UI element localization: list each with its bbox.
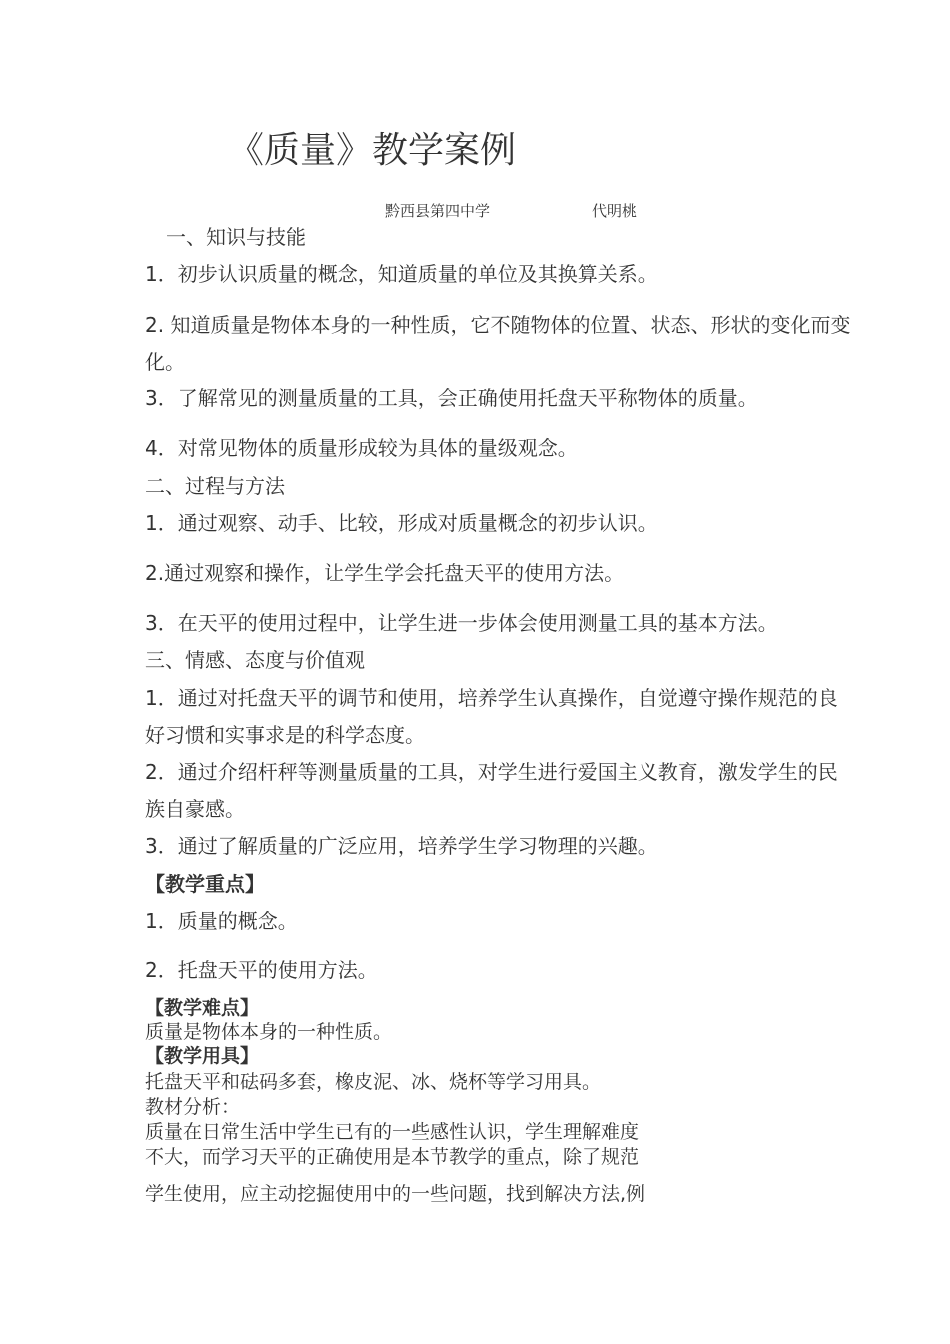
sec1-item-2: 2. 知道质量是物体本身的一种性质，它不随物体的位置、状态、形状的变化而变 <box>145 313 851 337</box>
doc-title: 《质量》教学案例 <box>228 130 517 171</box>
sec3-item-1: 1．通过对托盘天平的调节和使用，培养学生认真操作，自觉遵守操作规范的良 <box>145 686 838 710</box>
key-point-2: 2．托盘天平的使用方法。 <box>145 958 378 982</box>
author-name: 代明桃 <box>592 202 638 220</box>
analysis-line-3: 学生使用，应主动挖掘使用中的一些问题，找到解决方法,例 <box>145 1183 646 1205</box>
sec1-item-4: 4．对常见物体的质量形成较为具体的量级观念。 <box>145 436 578 460</box>
analysis-heading: 教材分析： <box>145 1096 241 1118</box>
sec3-item-1-cont: 好习惯和实事求是的科学态度。 <box>145 723 425 747</box>
sec3-item-2: 2．通过介绍杆秤等测量质量的工具，对学生进行爱国主义教育，激发学生的民 <box>145 760 838 784</box>
sec1-item-3: 3．了解常见的测量质量的工具，会正确使用托盘天平称物体的质量。 <box>145 386 758 410</box>
analysis-line-2: 不大，而学习天平的正确使用是本节教学的重点，除了规范 <box>145 1146 640 1168</box>
key-point-1: 1．质量的概念。 <box>145 909 298 933</box>
sec1-item-1: 1．初步认识质量的概念，知道质量的单位及其换算关系。 <box>145 262 658 286</box>
key-points-heading: 【教学重点】 <box>145 872 265 896</box>
section-1-heading: 一、知识与技能 <box>166 225 306 249</box>
sec3-item-2-cont: 族自豪感。 <box>145 797 245 821</box>
difficulty-heading: 【教学难点】 <box>145 997 260 1019</box>
difficulty-text: 质量是物体本身的一种性质。 <box>145 1021 393 1043</box>
analysis-line-1: 质量在日常生活中学生已有的一些感性认识，学生理解难度 <box>145 1121 640 1143</box>
sec3-item-3: 3．通过了解质量的广泛应用，培养学生学习物理的兴趣。 <box>145 834 658 858</box>
tools-heading: 【教学用具】 <box>145 1045 260 1067</box>
sec1-item-2-cont: 化。 <box>145 350 185 374</box>
section-2-heading: 二、过程与方法 <box>145 474 285 498</box>
tools-text: 托盘天平和砝码多套，橡皮泥、冰、烧杯等学习用具。 <box>145 1071 602 1093</box>
sec2-item-2: 2.通过观察和操作，让学生学会托盘天平的使用方法。 <box>145 561 625 585</box>
school-name: 黔西县第四中学 <box>385 202 491 220</box>
sec2-item-1: 1．通过观察、动手、比较，形成对质量概念的初步认识。 <box>145 511 658 535</box>
section-3-heading: 三、情感、态度与价值观 <box>145 648 365 672</box>
sec2-item-3: 3．在天平的使用过程中，让学生进一步体会使用测量工具的基本方法。 <box>145 611 778 635</box>
